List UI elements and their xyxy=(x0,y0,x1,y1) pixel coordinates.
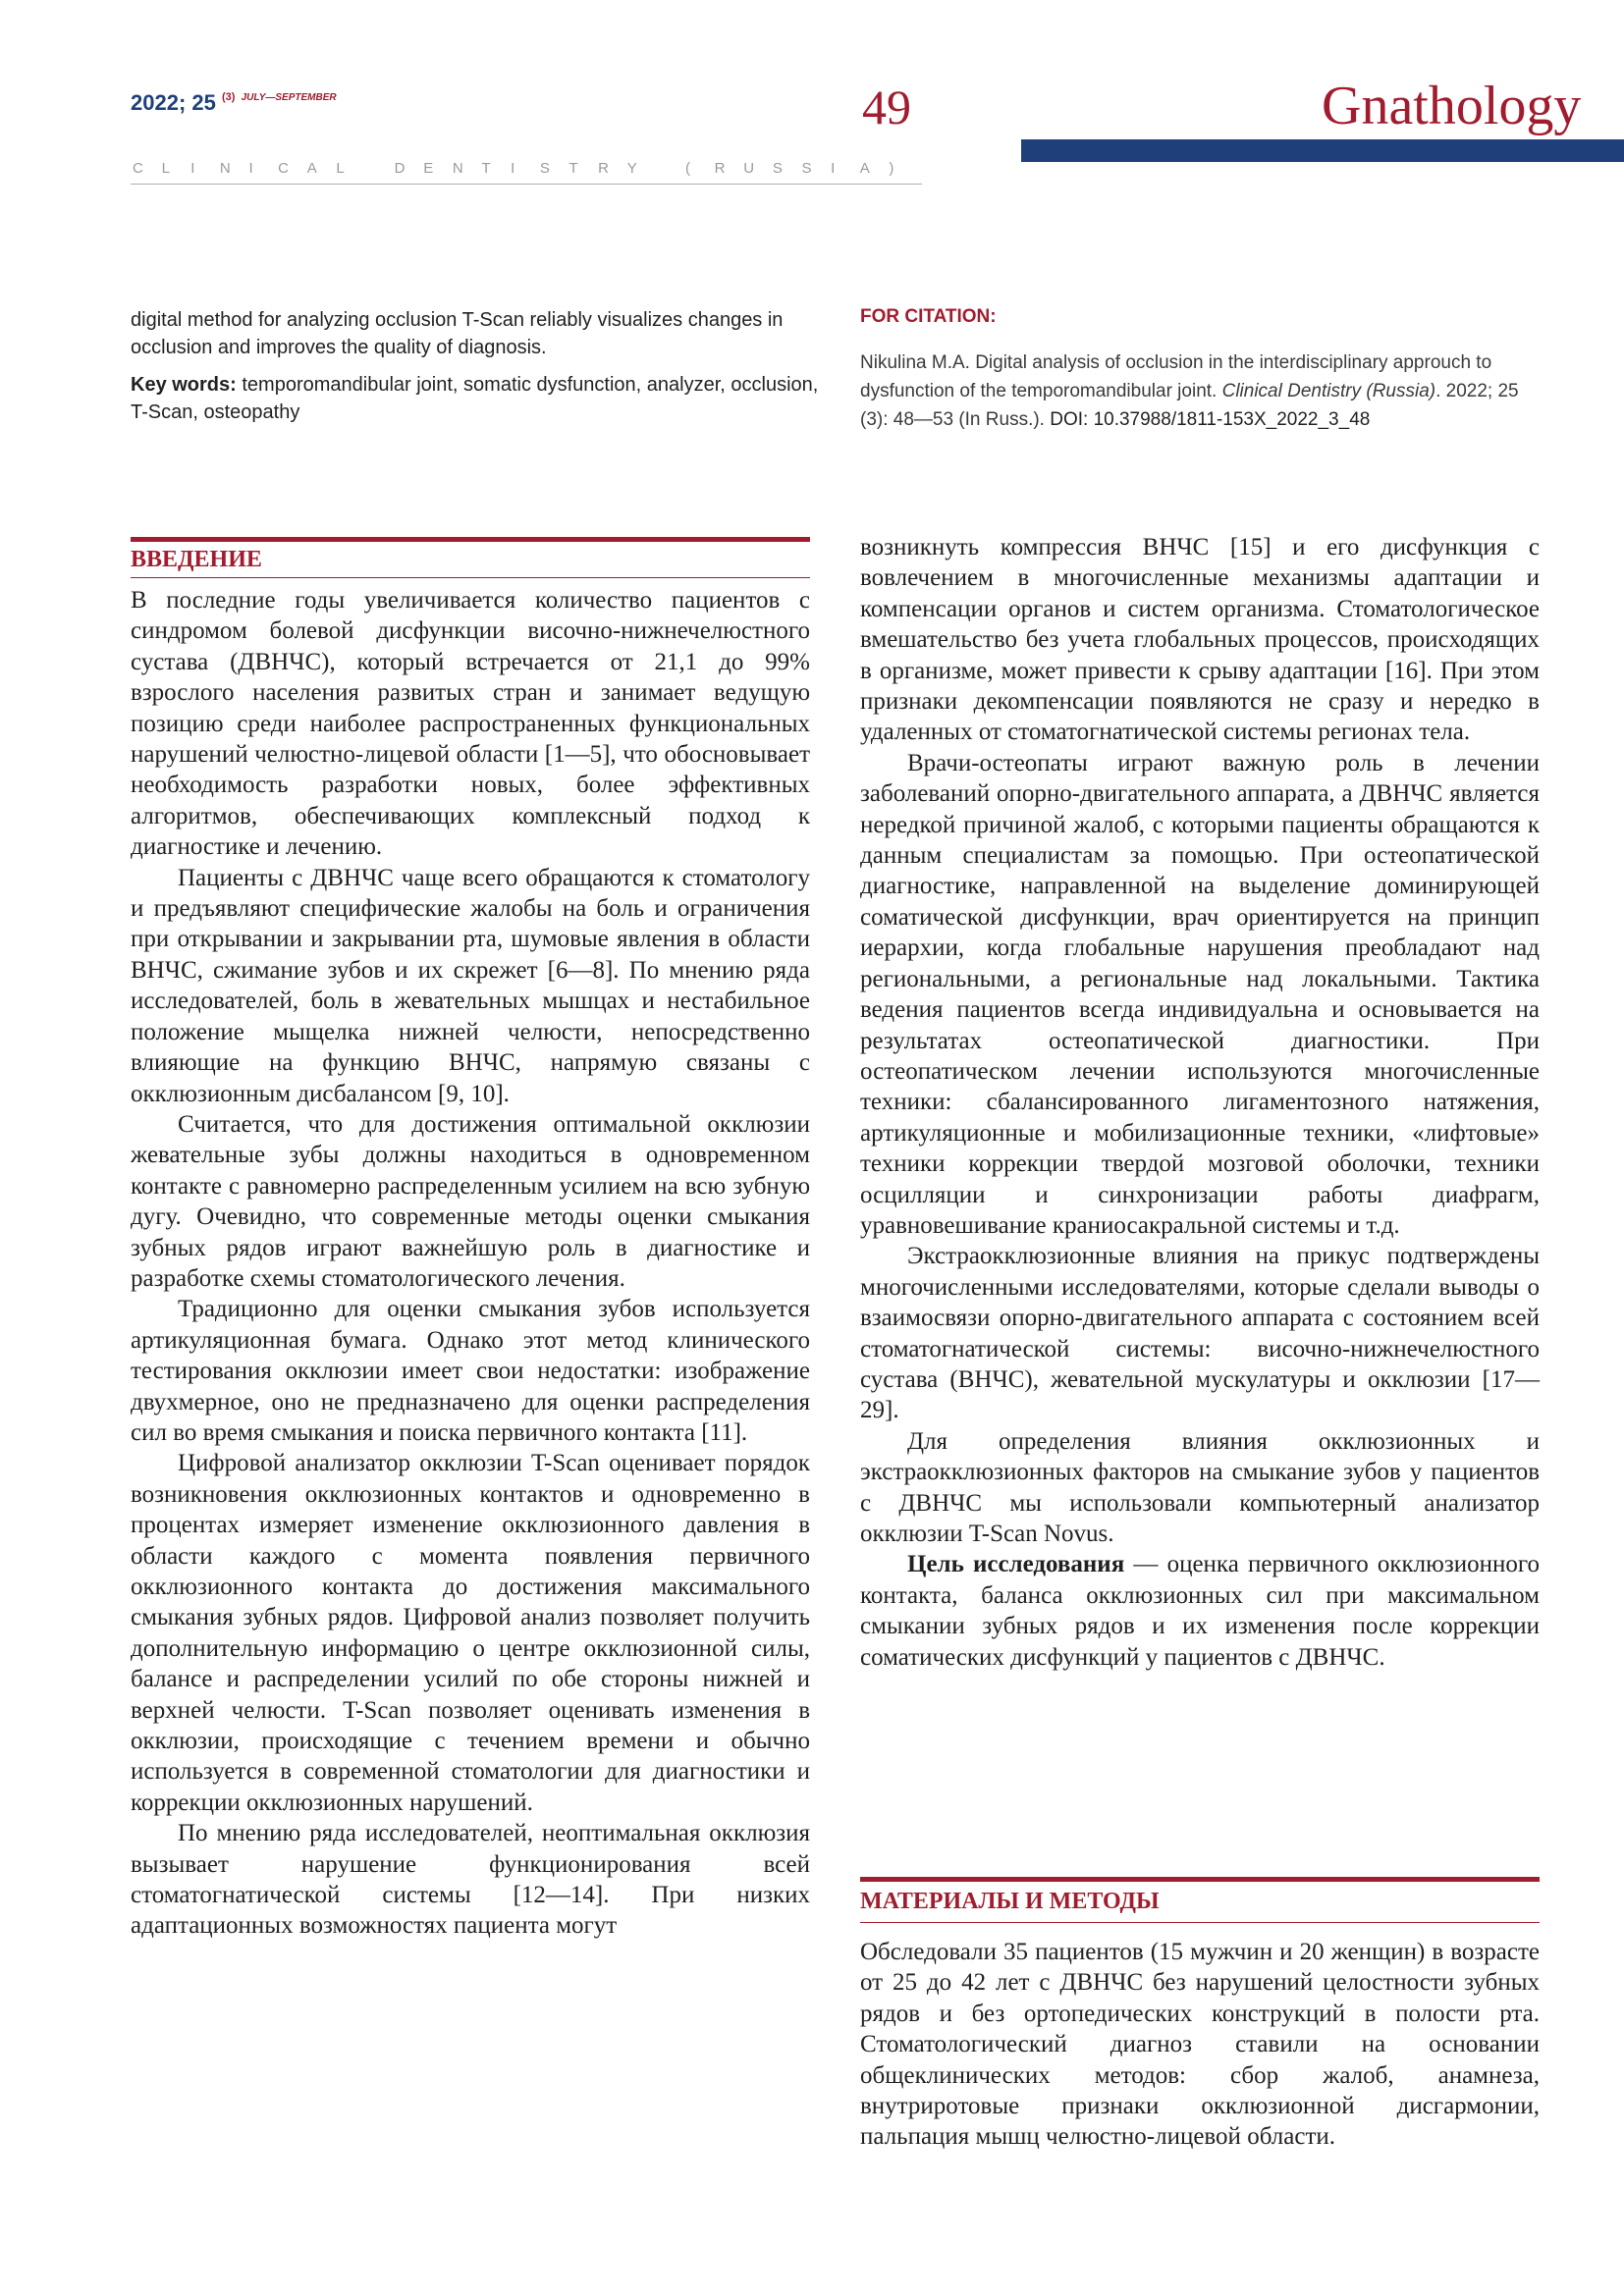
section-title: Gnathology xyxy=(1322,76,1582,136)
intro-paragraph-1: В последние годы увеличивается количество пациентов с синдромом болевой дисфункции височно-нижнечелюстного сустава (ДВНЧС), который встречается от 21,1 до 99% взрослого населения развитых стран и занимает ведущую позицию среди наиболее распространенных функциональных нарушений челюстно-лицевой области [1—5], что обосновывает необходимость разработки новых, более эффективных алгоритмов, обеспечивающих комплексный подход к диагностике и лечению. xyxy=(131,587,810,861)
intro-paragraph-4: Традиционно для оценки смыкания зубов используется артикуляционная бумага. Однако этот метод клинического тестирования окклюзии имеет свои недостатки: изображение двухмерное, оно не предназначено для оценки распределения сил во время смыкания и поиска первичного контакта [11]. xyxy=(131,1296,810,1446)
intro-heading-rule xyxy=(131,577,810,578)
methods-heading-bar xyxy=(860,1877,1540,1882)
citation-details: . 2022; 25 (3): 48—53 (In Russ.). xyxy=(860,381,1519,430)
section-color-bar xyxy=(1021,139,1624,162)
methods-heading-rule xyxy=(860,1922,1540,1923)
methods-column xyxy=(860,1937,1540,2153)
citation-journal: Clinical Dentistry (Russia) xyxy=(1221,381,1436,401)
aim-label: Цель исследования xyxy=(907,1551,1125,1578)
intro-paragraph-9: Экстраокклюзионные влияния на прикус подтверждены многочисленными исследователями, которые сделали выводы о взаимосвязи опорно-двигательного аппарата с состоянием всей стоматогнатической системы: височно-нижнечелюстного сустава (ВНЧС), жевательной мускулатуры и окклюзии [17—29]. xyxy=(860,1243,1540,1424)
journal-letter: A xyxy=(306,160,317,177)
intro-paragraph-8: Врачи-остеопаты играют важную роль в лечении заболеваний опорно-двигательного аппарата, а ДВНЧС является нередкой причиной жалоб, с которыми пациенты обращаются к данным специалистам за помощью. При остеопатической диагностике, направленной на выделение доминирующей соматической дисфункции, врач ориентируется на принцип иерархии, когда глобальные нарушения преобладают над региональными, а региональные над локальными. Тактика ведения пациентов всегда индивидуальна и основывается на результатах остеопатической диагностики. При остеопатическом лечении используются многочисленные техники: сбалансированного лигаментозного натяжения, артикуляционные и мобилизационные техники, «лифтовые» техники коррекции твердой мозговой оболочки, техники осцилляции и синхронизации работы диафрагм, уравновешивание краниосакральной системы и т.д. xyxy=(860,749,1540,1239)
issue-number: (3) xyxy=(221,91,236,103)
journal-letter: S xyxy=(801,160,812,177)
issue-year-volume: 2022; 25 xyxy=(131,90,216,115)
issue-months: JULY—SEPTEMBER xyxy=(241,92,337,103)
intro-heading: ВВЕДЕНИЕ xyxy=(131,547,262,572)
journal-letter: C xyxy=(133,160,143,177)
header-rule xyxy=(131,184,922,185)
intro-paragraph-3: Считается, что для достижения оптимальной окклюзии жевательные зубы должны находиться в одновременном контакте с равномерно распределенным усилием на всю зубную дугу. Очевидно, что современные методы оценки смыкания зубных рядов играют важнейшую роль в диагностике и разработке схемы стоматологического лечения. xyxy=(131,1110,810,1292)
issue-info xyxy=(131,90,337,116)
citation-doi[interactable]: DOI: 10.37988/1811-153X_2022_3_48 xyxy=(1050,409,1371,430)
abstract-block xyxy=(131,306,820,436)
intro-heading-bar xyxy=(131,537,810,542)
journal-letter: I xyxy=(190,160,195,177)
keywords-label: Key words: xyxy=(131,374,237,396)
journal-letter: N xyxy=(452,160,463,177)
methods-heading: МАТЕРИАЛЫ И МЕТОДЫ xyxy=(860,1889,1160,1914)
journal-letter: Y xyxy=(626,160,637,177)
journal-letter: R xyxy=(714,160,726,177)
intro-paragraph-5: Цифровой анализатор окклюзии T-Scan оценивает порядок возникновения окклюзионных контактов и одновременно в процентах измеряет изменение окклюзионного давления в области каждого с момента появления первичного окклюзионного контакта до достижения максимального смыкания зубных рядов. Цифровой анализ позволяет получить дополнительную информацию о центре окклюзионной силы, балансе и распределении усилий по обе стороны нижней и верхней челюсти. T-Scan позволяет оценивать изменения в окклюзии, происходящие с течением времени и обычно используется в современной стоматологии для диагностики и коррекции окклюзионных нарушений. xyxy=(131,1450,810,1816)
page-number: 49 xyxy=(862,80,911,134)
citation-label: FOR CITATION: xyxy=(860,306,997,327)
intro-paragraph-6: По мнению ряда исследователей, неоптимальная окклюзия вызывает нарушение функционирования всей стоматогнатической системы [12—14]. При низких адаптационных возможностях пациента могут xyxy=(131,1820,810,1940)
keywords-line xyxy=(131,371,820,426)
journal-letter: C xyxy=(278,160,289,177)
journal-letter: S xyxy=(539,160,550,177)
right-column xyxy=(860,532,1540,1673)
intro-paragraph-10: Для определения влияния окклюзионных и экстраокклюзионных факторов на смыкание зубов у пациентов с ДВНЧС мы использовали компьютерный анализатор окклюзии T-Scan Novus. xyxy=(860,1427,1540,1547)
journal-letter: A xyxy=(859,160,870,177)
citation-author: Nikulina M.A. xyxy=(860,352,970,373)
keywords-text: temporomandibular joint, somatic dysfunction, analyzer, occlusion, T-Scan, osteopathy xyxy=(131,374,819,423)
methods-paragraph-1: Обследовали 35 пациентов (15 мужчин и 20 женщин) в возрасте от 25 до 42 лет с ДВНЧС без нарушений целостности зубных рядов и без ортопедических конструкций в полости рта. Стоматологический диагноз ставили на основании общеклинических методов: сбор жалоб, анамнеза, внутриротовые признаки окклюзионной дисгармонии, пальпация мышц челюстно-лицевой области. xyxy=(860,1939,1540,2151)
journal-letter: T xyxy=(481,160,491,177)
journal-letter: U xyxy=(743,160,755,177)
journal-letter: L xyxy=(161,160,170,177)
intro-paragraph-2: Пациенты с ДВНЧС чаще всего обращаются к стоматологу и предъявляют специфические жалобы на боль и ограничения при открывании и закрывании рта, шумовые явления в области ВНЧС, сжимание зубов и их скрежет [6—8]. По мнению ряда исследователей, боль в жевательных мышцах и нестабильное положение мыщелка нижней челюсти, непосредственно влияющие на функцию ВНЧС, напрямую связаны с окклюзионным дисбалансом [9, 10]. xyxy=(131,864,810,1107)
journal-letter: ( xyxy=(684,160,690,177)
journal-letter: I xyxy=(831,160,836,177)
abstract-tail: digital method for analyzing occlusion T-Scan reliably visualizes changes in occlusion and improves the quality of diagnosis. xyxy=(131,309,784,358)
journal-letter: I xyxy=(248,160,253,177)
aim-paragraph xyxy=(860,1549,1540,1673)
left-column xyxy=(131,585,810,1942)
journal-letter: E xyxy=(423,160,434,177)
journal-letter: T xyxy=(568,160,578,177)
journal-letter: ) xyxy=(889,160,894,177)
journal-letter: D xyxy=(394,160,406,177)
aim-text: — оценка первичного окклюзионного контакта, баланса окклюзионных сил при максимальном смыкании зубных рядов и их изменения после коррекции соматических дисфункций у пациентов с ДВНЧС. xyxy=(860,1551,1540,1671)
citation-title: Digital analysis of occlusion in the interdisciplinary approuch to dysfunction of the temporomandibular joint. xyxy=(860,352,1492,401)
citation-text xyxy=(860,348,1547,434)
journal-letter: N xyxy=(219,160,231,177)
journal-letter: S xyxy=(772,160,783,177)
journal-letter: R xyxy=(598,160,609,177)
intro-paragraph-7: возникнуть компрессия ВНЧС [15] и его дисфункция с вовлечением в многочисленные механизмы адаптации и компенсации органов и систем организма. Стоматологическое вмешательство без учета глобальных процессов, происходящих в организме, может привести к срыву адаптации [16]. При этом признаки декомпенсации появляются не сразу и нередко в удаленных от стоматогнатической системы регионах тела. xyxy=(860,534,1540,746)
journal-letter: I xyxy=(511,160,515,177)
journal-letter: L xyxy=(336,160,345,177)
